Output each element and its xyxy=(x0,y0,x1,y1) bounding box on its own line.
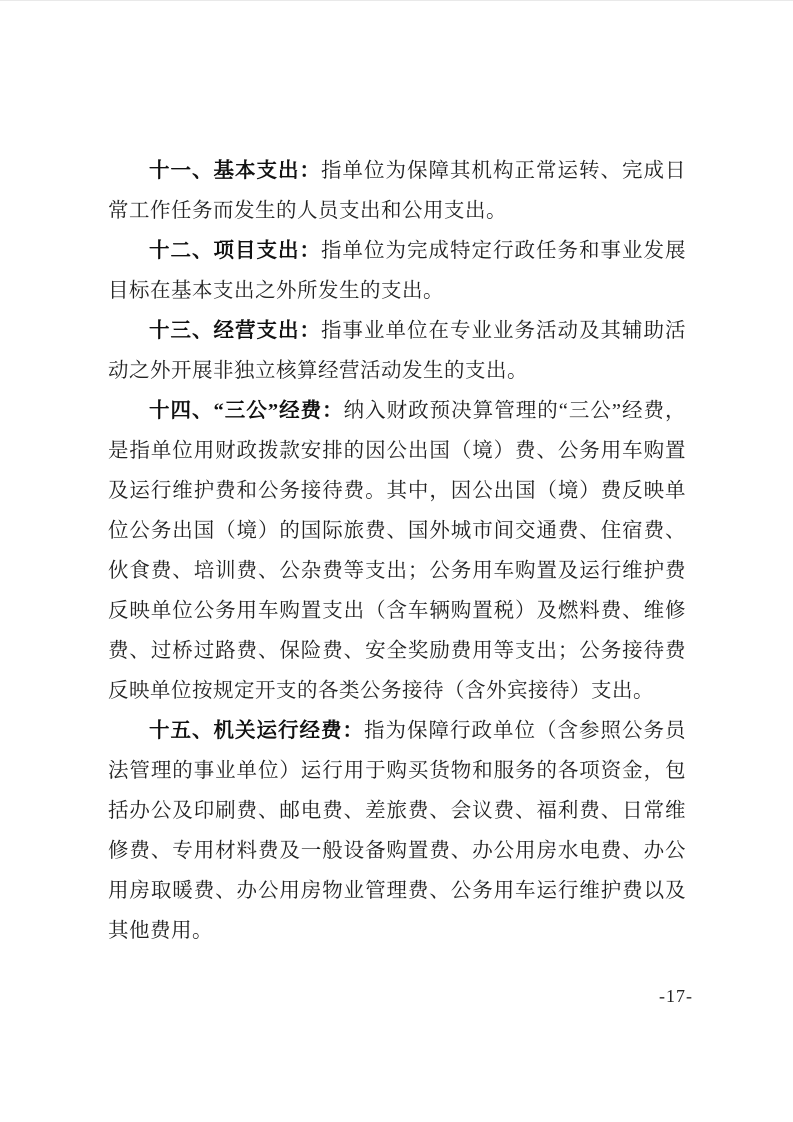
term-label-three-public-funds: 十四、“三公”经费： xyxy=(149,400,344,422)
definition-text-operating-expenditure: 指事业单位在专业业务活动及其辅助活动之外开展非独立核算经营活动发生的支出。 xyxy=(108,320,686,382)
definition-paragraph-12 xyxy=(108,231,686,311)
definition-text-project-expenditure: 指单位为完成特定行政任务和事业发展目标在基本支出之外所发生的支出。 xyxy=(108,240,686,302)
page-top-edge-divider xyxy=(0,0,793,1)
definition-paragraph-13 xyxy=(108,311,686,391)
definition-paragraph-14 xyxy=(108,391,686,711)
definition-paragraph-11 xyxy=(108,151,686,231)
definition-text-basic-expenditure: 指单位为保障其机构正常运转、完成日常工作任务而发生的人员支出和公用支出。 xyxy=(108,160,686,222)
definition-paragraph-15 xyxy=(108,711,686,951)
page-number: -17- xyxy=(659,986,693,1006)
term-label-project-expenditure: 十二、项目支出： xyxy=(149,240,321,262)
term-label-agency-operating-funds: 十五、机关运行经费： xyxy=(149,720,364,742)
page-body-text xyxy=(108,151,686,951)
term-label-basic-expenditure: 十一、基本支出： xyxy=(149,160,321,182)
term-label-operating-expenditure: 十三、经营支出： xyxy=(149,320,321,342)
definition-text-agency-operating-funds: 指为保障行政单位（含参照公务员法管理的事业单位）运行用于购买货物和服务的各项资金，包括办公及印刷费、邮电费、差旅费、会议费、福利费、日常维修费、专用材料费及一般设备购置费、办公用房水电费、办公用房取暖费、办公用房物业管理费、公务用车运行维护费以及其他费用。 xyxy=(108,720,686,942)
definition-text-three-public-funds: 纳入财政预决算管理的“三公”经费，是指单位用财政拨款安排的因公出国（境）费、公务用车购置及运行维护费和公务接待费。其中，因公出国（境）费反映单位公务出国（境）的国际旅费、国外城市间交通费、住宿费、伙食费、培训费、公杂费等支出；公务用车购置及运行维护费反映单位公务用车购置支出（含车辆购置税）及燃料费、维修费、过桥过路费、保险费、安全奖励费用等支出；公务接待费反映单位按规定开支的各类公务接待（含外宾接待）支出。 xyxy=(108,400,687,702)
